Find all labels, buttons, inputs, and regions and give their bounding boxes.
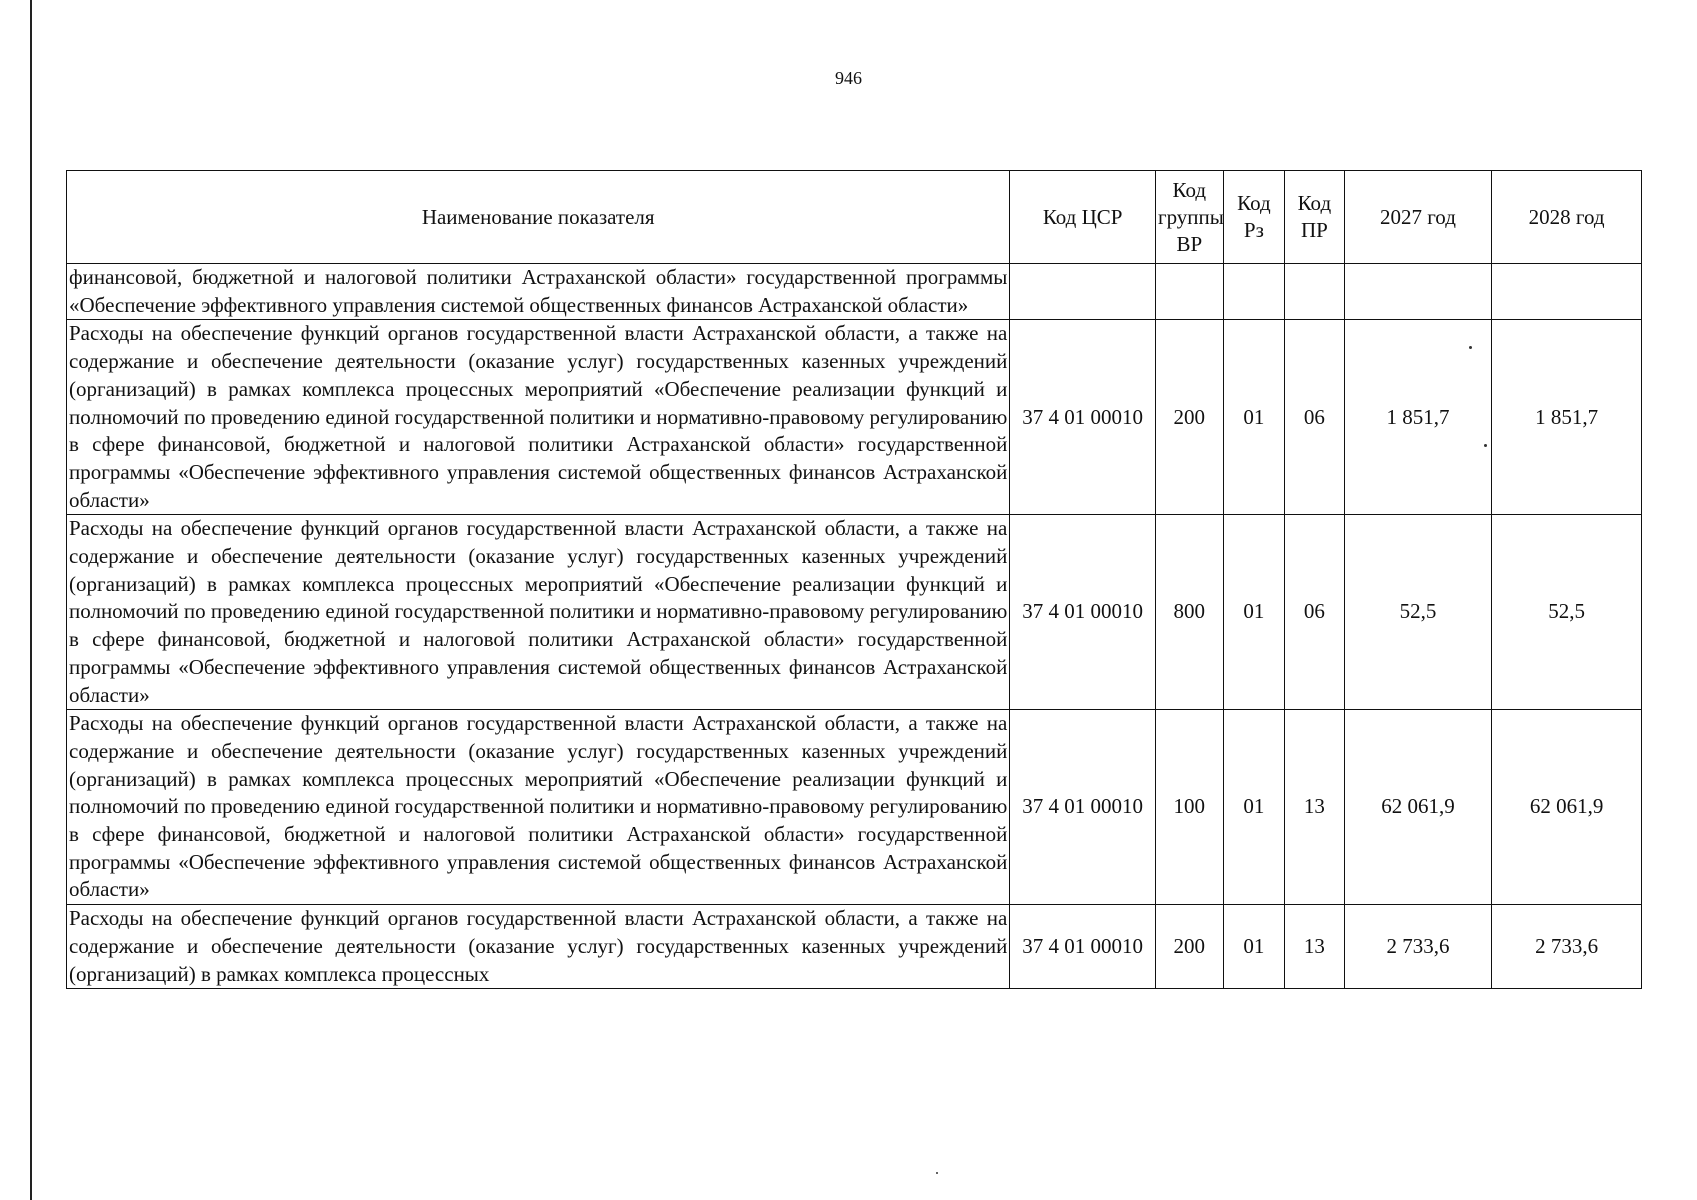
row-pr: 13 xyxy=(1285,710,1344,905)
row-vr: 800 xyxy=(1155,515,1223,710)
row-csr: 37 4 01 00010 xyxy=(1010,710,1156,905)
scan-speck xyxy=(936,1172,938,1174)
row-2027: 2 733,6 xyxy=(1344,905,1492,989)
row-name: Расходы на обеспечение функций органов государственной власти Астраханской области, а также на содержание и обеспечение деятельности (оказание услуг) государственных казенных учреждений (организаций) в рамках комплекса процессных мероприятий «Обеспечение реализации функций и полномочий по проведению единой государственной политики и нормативно-правовому регулированию в сфере финансовой, бюджетной и налоговой политики Астраханской области» государственной программы «Обеспечение эффективного управления системой общественных финансов Астраханской области» xyxy=(67,710,1010,905)
row-name: финансовой, бюджетной и налоговой политики Астраханской области» государственной программы «Обеспечение эффективного управления системой общественных финансов Астраханской области» xyxy=(67,264,1010,320)
row-csr: 37 4 01 00010 xyxy=(1010,320,1156,515)
row-vr xyxy=(1155,264,1223,320)
scan-speck xyxy=(1484,444,1487,447)
row-name: Расходы на обеспечение функций органов государственной власти Астраханской области, а также на содержание и обеспечение деятельности (оказание услуг) государственных казенных учреждений (организаций) в рамках комплекса процессных мероприятий «Обеспечение реализации функций и полномочий по проведению единой государственной политики и нормативно-правовому регулированию в сфере финансовой, бюджетной и налоговой политики Астраханской области» государственной программы «Обеспечение эффективного управления системой общественных финансов Астраханской области» xyxy=(67,320,1010,515)
row-pr xyxy=(1285,264,1344,320)
table-row xyxy=(67,320,1642,515)
row-2028: 2 733,6 xyxy=(1492,905,1642,989)
header-2027: 2027 год xyxy=(1344,171,1492,264)
table-row xyxy=(67,264,1642,320)
row-2027: 62 061,9 xyxy=(1344,710,1492,905)
row-2028: 1 851,7 xyxy=(1492,320,1642,515)
row-vr: 200 xyxy=(1155,320,1223,515)
table-row xyxy=(67,515,1642,710)
row-rz: 01 xyxy=(1223,905,1285,989)
row-2027: 52,5 xyxy=(1344,515,1492,710)
row-2027 xyxy=(1344,264,1492,320)
row-vr: 200 xyxy=(1155,905,1223,989)
row-2028 xyxy=(1492,264,1642,320)
budget-table xyxy=(66,170,1642,989)
header-csr: Код ЦСР xyxy=(1010,171,1156,264)
row-rz: 01 xyxy=(1223,515,1285,710)
row-pr: 06 xyxy=(1285,320,1344,515)
page-number: 946 xyxy=(835,68,862,88)
row-rz: 01 xyxy=(1223,320,1285,515)
row-2027: 1 851,7 xyxy=(1344,320,1492,515)
header-rz: Код Рз xyxy=(1223,171,1285,264)
row-name: Расходы на обеспечение функций органов государственной власти Астраханской области, а также на содержание и обеспечение деятельности (оказание услуг) государственных казенных учреждений (организаций) в рамках комплекса процессных xyxy=(67,905,1010,989)
row-2028: 52,5 xyxy=(1492,515,1642,710)
row-csr xyxy=(1010,264,1156,320)
header-2028: 2028 год xyxy=(1492,171,1642,264)
table-row xyxy=(67,710,1642,905)
header-vr: Код группы ВР xyxy=(1155,171,1223,264)
row-rz: 01 xyxy=(1223,710,1285,905)
row-csr: 37 4 01 00010 xyxy=(1010,515,1156,710)
scan-speck xyxy=(1469,346,1472,349)
row-name: Расходы на обеспечение функций органов государственной власти Астраханской области, а также на содержание и обеспечение деятельности (оказание услуг) государственных казенных учреждений (организаций) в рамках комплекса процессных мероприятий «Обеспечение реализации функций и полномочий по проведению единой государственной политики и нормативно-правовому регулированию в сфере финансовой, бюджетной и налоговой политики Астраханской области» государственной программы «Обеспечение эффективного управления системой общественных финансов Астраханской области» xyxy=(67,515,1010,710)
table-header xyxy=(67,171,1642,264)
row-pr: 13 xyxy=(1285,905,1344,989)
header-pr: Код ПР xyxy=(1285,171,1344,264)
row-rz xyxy=(1223,264,1285,320)
table-body xyxy=(67,264,1642,989)
table-row xyxy=(67,905,1642,989)
header-name: Наименование показателя xyxy=(67,171,1010,264)
row-pr: 06 xyxy=(1285,515,1344,710)
binding-edge-line xyxy=(30,0,32,1200)
row-2028: 62 061,9 xyxy=(1492,710,1642,905)
row-vr: 100 xyxy=(1155,710,1223,905)
header-row xyxy=(67,171,1642,264)
row-csr: 37 4 01 00010 xyxy=(1010,905,1156,989)
